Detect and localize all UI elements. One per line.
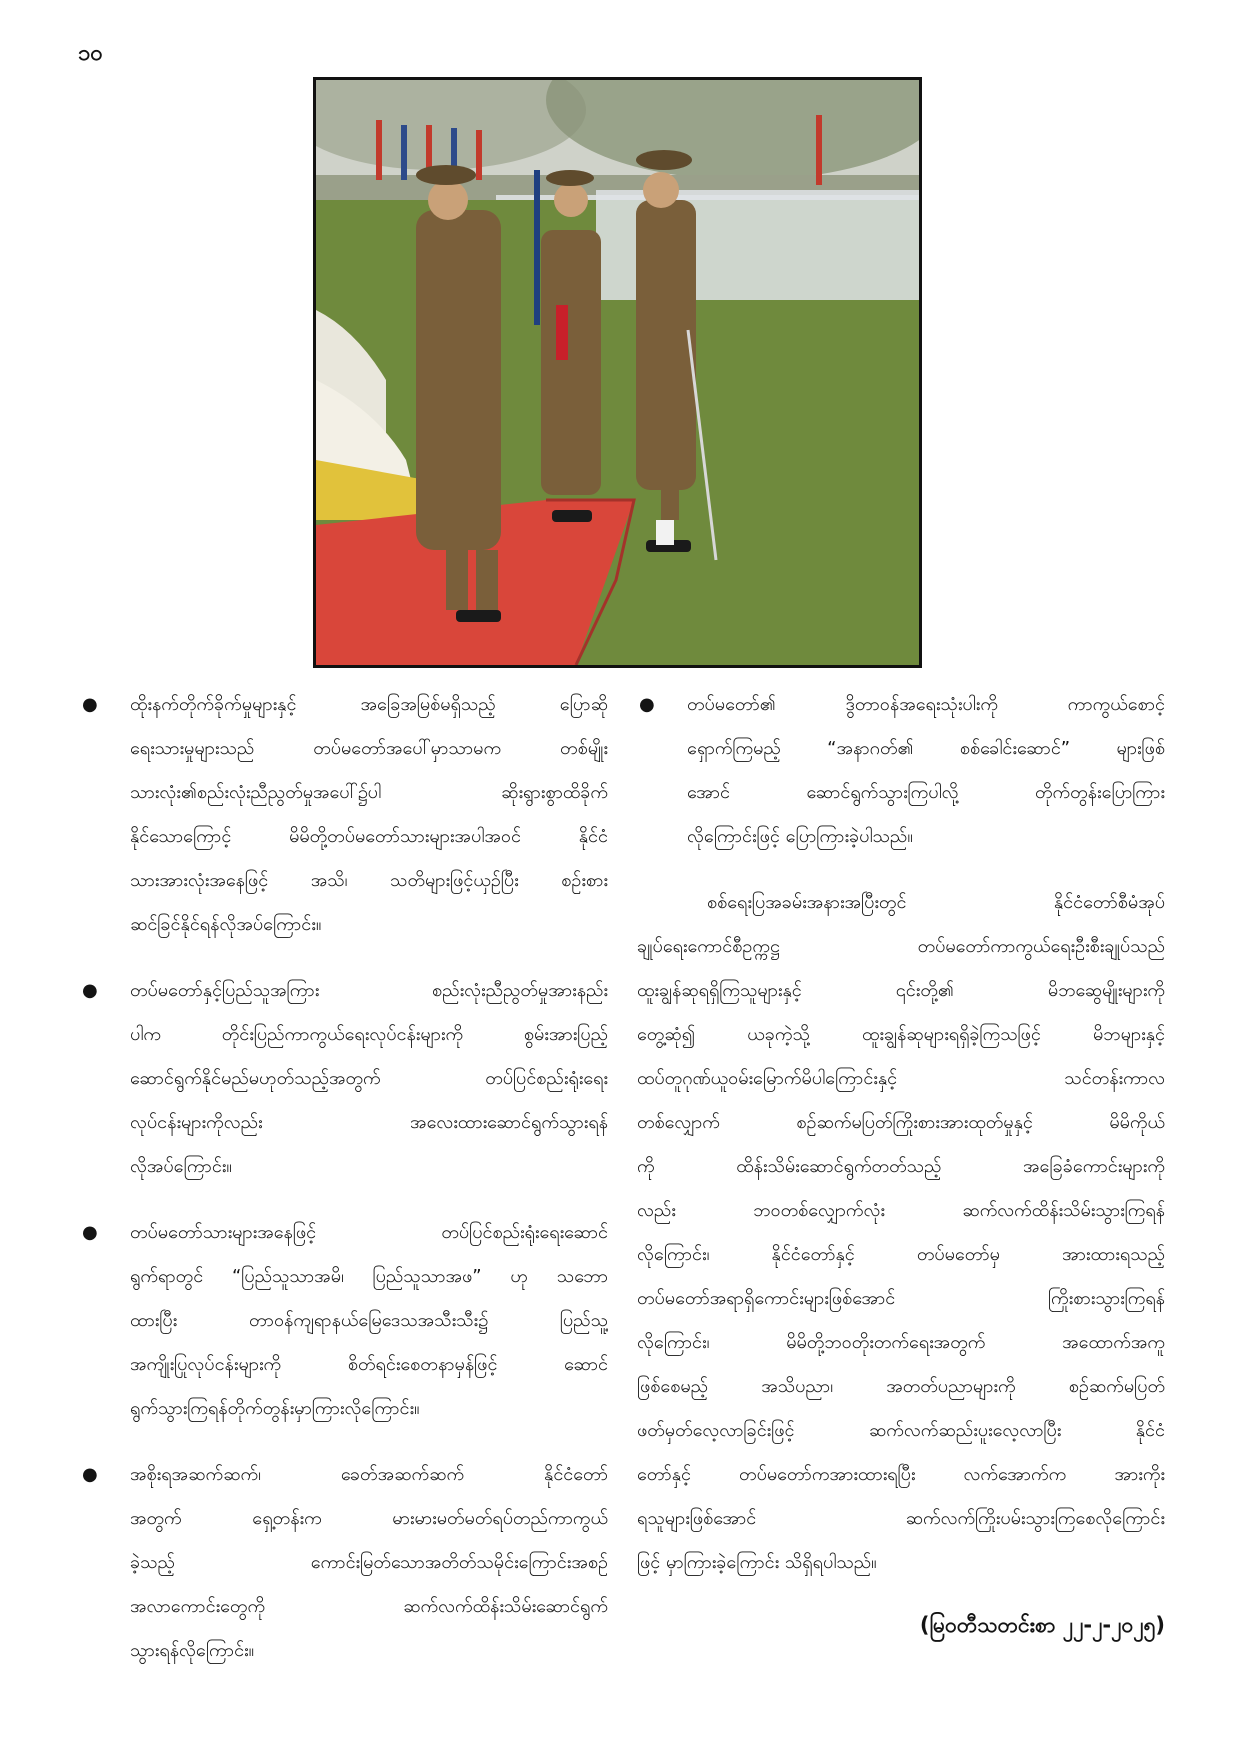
bullet-item bbox=[637, 683, 1165, 859]
left-column bbox=[80, 683, 608, 1695]
text-line: လိုအပ်ကြောင်း။ bbox=[130, 1156, 232, 1177]
bullet-dot-icon: ● bbox=[82, 694, 98, 715]
text-line: တော်နှင့် တပ်မတော်ကအားထားရပြီး လက်အောက်က အားကိုး bbox=[637, 1464, 1165, 1485]
text-line: ဖတ်မှတ်လေ့လာခြင်းဖြင့် ဆက်လက်ဆည်းပူးလေ့လာပြီး နိုင်ငံ bbox=[637, 1420, 1165, 1441]
ceremony-photo-image bbox=[316, 80, 919, 665]
text-line: ရသူများဖြစ်အောင် ဆက်လက်ကြိုးပမ်းသွားကြစေလိုကြောင်း bbox=[637, 1508, 1165, 1529]
text-line: ချုပ်ရေးကောင်စီဥက္ကဋ္ဌ တပ်မတော်ကာကွယ်ရေးဦးစီးချုပ်သည် bbox=[637, 936, 1165, 957]
bullet-dot-icon: ● bbox=[82, 1464, 98, 1485]
bullet-item bbox=[80, 683, 608, 947]
right-column bbox=[637, 683, 1165, 1585]
text-line: ခဲ့သည့် ကောင်းမြတ်သောအတိတ်သမိုင်းကြောင်းအစဉ် bbox=[130, 1552, 608, 1573]
body-paragraph bbox=[637, 881, 1165, 1585]
text-line: တပ်မတော်သားများအနေဖြင့် တပ်ပြင်စည်းရုံးရေးဆောင် bbox=[130, 1222, 608, 1243]
text-line: တစ်လျှောက် စဉ်ဆက်မပြတ်ကြိုးစားအားထုတ်မှုနှင့် မိမိကိုယ် bbox=[637, 1112, 1165, 1133]
text-line: သားအားလုံးအနေဖြင့် အသိ၊ သတိများဖြင့်ယှဉ်ပြီး စဉ်းစား bbox=[130, 870, 608, 891]
text-line: အောင် ဆောင်ရွက်သွားကြပါလို့ တိုက်တွန်းပြောကြား bbox=[687, 782, 1165, 803]
bullet-dot-icon: ● bbox=[82, 980, 98, 1001]
page-number: ၁၀ bbox=[78, 41, 103, 66]
text-line: ဆင်ခြင်နိုင်ရန်လိုအပ်ကြောင်း။ bbox=[130, 914, 322, 935]
text-line: လိုကြောင်းဖြင့် ပြောကြားခဲ့ပါသည်။ bbox=[687, 826, 913, 847]
text-line: လိုကြောင်း၊ နိုင်ငံတော်နှင့် တပ်မတော်မှ အားထားရသည့် bbox=[637, 1244, 1165, 1265]
bullet-dot-icon: ● bbox=[82, 1222, 98, 1243]
text-line: တပ်မတော်၏ ဒွိတာဝန်အရေးသုံးပါးကို ကာကွယ်စောင့် bbox=[687, 694, 1165, 715]
text-line: ဖြစ်စေမည့် အသိပညာ၊ အတတ်ပညာများကို စဉ်ဆက်မပြတ် bbox=[637, 1376, 1165, 1397]
text-line: ရေးသားမှုများသည် တပ်မတော်အပေါ်မှာသာမက တစ်မျိုး bbox=[130, 738, 608, 759]
text-line: ထူးချွန်ဆုရရှိကြသူများနှင့် ၎င်းတို့၏ မိဘဆွေမျိုးများကို bbox=[637, 980, 1165, 1001]
text-line: ပါက တိုင်းပြည်ကာကွယ်ရေးလုပ်ငန်းများကို စွမ်းအားပြည့် bbox=[130, 1024, 608, 1045]
text-line: အတွက် ရှေ့တန်းက မားမားမတ်မတ်ရပ်တည်ကာကွယ် bbox=[130, 1508, 608, 1529]
bullet-item bbox=[80, 1211, 608, 1431]
text-line: လည်း ဘဝတစ်လျှောက်လုံး ဆက်လက်ထိန်းသိမ်းသွားကြရန် bbox=[637, 1200, 1165, 1221]
text-line: အလာကောင်းတွေကို ဆက်လက်ထိန်းသိမ်းဆောင်ရွက် bbox=[130, 1596, 608, 1617]
bullet-item bbox=[80, 969, 608, 1189]
text-line: သားလုံး၏စည်းလုံးညီညွတ်မှုအပေါ်၌ပါ ဆိုးရွားစွာထိခိုက် bbox=[130, 782, 608, 803]
text-line: သွားရန်လိုကြောင်း။ bbox=[130, 1640, 255, 1661]
text-line: အကျိုးပြုလုပ်ငန်းများကို စိတ်ရင်းစေတနာမှန်ဖြင့် ဆောင် bbox=[130, 1354, 608, 1375]
text-line: တပ်မတော်အရာရှိကောင်းများဖြစ်အောင် ကြိုးစားသွားကြရန် bbox=[637, 1288, 1165, 1309]
bullet-item bbox=[80, 1453, 608, 1673]
text-line: ဆောင်ရွက်နိုင်မည်မဟုတ်သည့်အတွက် တပ်ပြင်စည်းရုံးရေး bbox=[130, 1068, 608, 1089]
text-line: စစ်ရေးပြအခမ်းအနားအပြီးတွင် နိုင်ငံတော်စီမံအုပ် bbox=[707, 892, 1165, 913]
text-line: ရှောက်ကြမည့် “အနာဂတ်၏ စစ်ခေါင်းဆောင်” များဖြစ် bbox=[687, 738, 1165, 759]
text-line: ထိုးနက်တိုက်ခိုက်မှုများနှင့် အခြေအမြစ်မရှိသည့် ပြောဆို bbox=[130, 694, 608, 715]
text-line: လိုကြောင်း၊ မိမိတို့ဘဝတိုးတက်ရေးအတွက် အထောက်အကူ bbox=[637, 1332, 1165, 1353]
text-line: ရွက်ရာတွင် “ပြည်သူသာအမိ၊ ပြည်သူသာအဖ” ဟု သဘော bbox=[130, 1266, 608, 1287]
text-line: ဖြင့် မှာကြားခဲ့ကြောင်း သိရှိရပါသည်။ bbox=[637, 1552, 877, 1573]
text-line: တွေ့ဆုံ၍ ယခုကဲ့သို့ ထူးချွန်ဆုများရရှိခဲ့ကြသဖြင့် မိဘများနှင့် bbox=[637, 1024, 1165, 1045]
text-line: အစိုးရအဆက်ဆက်၊ ခေတ်အဆက်ဆက် နိုင်ငံတော် bbox=[130, 1464, 608, 1485]
source-citation: (မြဝတီသတင်းစာ ၂၂-၂-၂၀၂၅) bbox=[919, 1613, 1165, 1637]
bullet-dot-icon: ● bbox=[639, 694, 655, 715]
text-line: လုပ်ငန်းများကိုလည်း အလေးထားဆောင်ရွက်သွားရန် bbox=[130, 1112, 608, 1133]
ceremony-photo bbox=[313, 77, 922, 668]
text-line: တပ်မတော်နှင့်ပြည်သူအကြား စည်းလုံးညီညွတ်မှုအားနည်း bbox=[130, 980, 608, 1001]
text-line: ရွက်သွားကြရန်တိုက်တွန်းမှာကြားလိုကြောင်း။ bbox=[130, 1398, 420, 1419]
text-line: ကို ထိန်းသိမ်းဆောင်ရွက်တတ်သည့် အခြေခံကောင်းများကို bbox=[637, 1156, 1165, 1177]
text-line: နိုင်သောကြောင့် မိမိတို့တပ်မတော်သားများအပါအဝင် နိုင်ငံ bbox=[130, 826, 608, 847]
text-line: ထားပြီး တာဝန်ကျရာနယ်မြေဒေသအသီးသီး၌ ပြည်သူ့ bbox=[130, 1310, 608, 1331]
text-line: ထပ်တူဂုဏ်ယူဝမ်းမြောက်မိပါကြောင်းနှင့် သင်တန်းကာလ bbox=[637, 1068, 1165, 1089]
